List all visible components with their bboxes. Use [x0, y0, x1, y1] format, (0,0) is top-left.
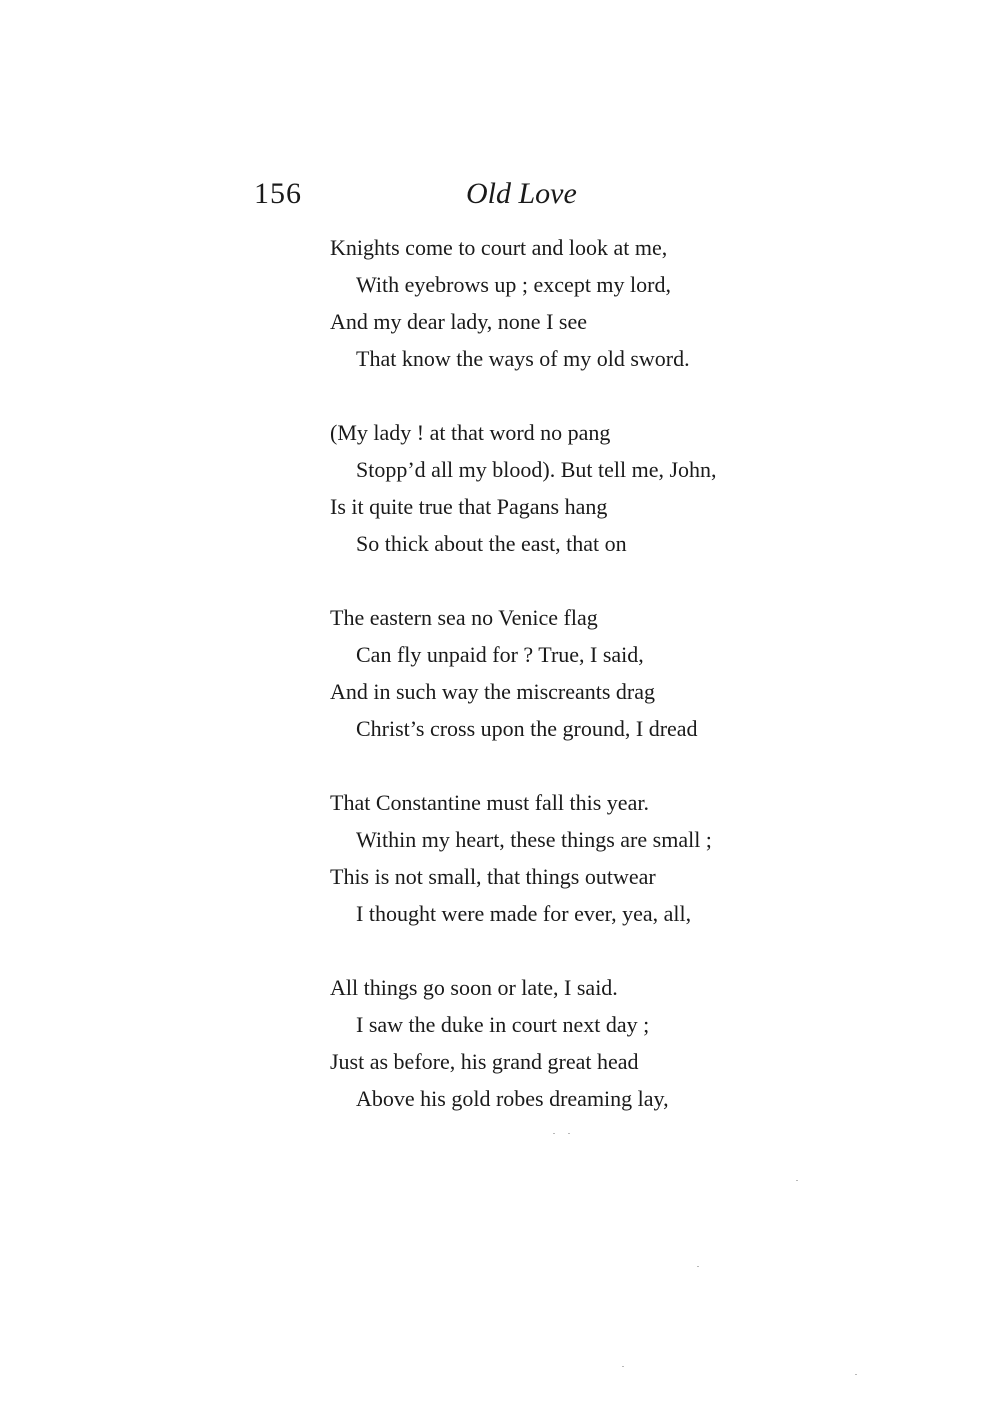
poem-line: With eyebrows up ; except my lord,	[356, 272, 671, 297]
scan-speck	[553, 1133, 555, 1134]
poem-line: All things go soon or late, I said.	[330, 975, 618, 1000]
stanza	[330, 229, 890, 377]
running-title: Old Love	[466, 177, 577, 210]
poem-line: Stopp’d all my blood). But tell me, John,	[356, 457, 717, 482]
poem-line: Knights come to court and look at me,	[330, 235, 668, 260]
stanza	[330, 414, 890, 562]
poem-line: I saw the duke in court next day ;	[356, 1012, 650, 1037]
poem-line: I thought were made for ever, yea, all,	[356, 901, 692, 926]
stanza	[330, 969, 890, 1117]
scan-speck	[796, 1180, 798, 1181]
scan-speck	[622, 1366, 624, 1367]
poem-line: That Constantine must fall this year.	[330, 790, 649, 815]
scan-speck	[855, 1374, 857, 1375]
poem-line: And my dear lady, none I see	[330, 309, 587, 334]
stanza	[330, 599, 890, 747]
stanza	[330, 784, 890, 932]
poem-line: Christ’s cross upon the ground, I dread	[356, 716, 698, 741]
poem-line: Within my heart, these things are small ;	[356, 827, 712, 852]
poem-line: Is it quite true that Pagans hang	[330, 494, 608, 519]
scan-speck	[568, 1133, 570, 1134]
poem-line: This is not small, that things outwear	[330, 864, 656, 889]
poem-line: That know the ways of my old sword.	[356, 346, 690, 371]
scan-speck	[697, 1266, 699, 1267]
poem-line: Above his gold robes dreaming lay,	[356, 1086, 669, 1111]
poem-line: Can fly unpaid for ? True, I said,	[356, 642, 644, 667]
page-number: 156	[254, 177, 302, 210]
poem-line: (My lady ! at that word no pang	[330, 420, 611, 445]
poem-line: So thick about the east, that on	[356, 531, 627, 556]
poem-line: And in such way the miscreants drag	[330, 679, 656, 704]
poem-line: The eastern sea no Venice flag	[330, 605, 598, 630]
poem	[330, 229, 890, 1154]
poem-line: Just as before, his grand great head	[330, 1049, 639, 1074]
